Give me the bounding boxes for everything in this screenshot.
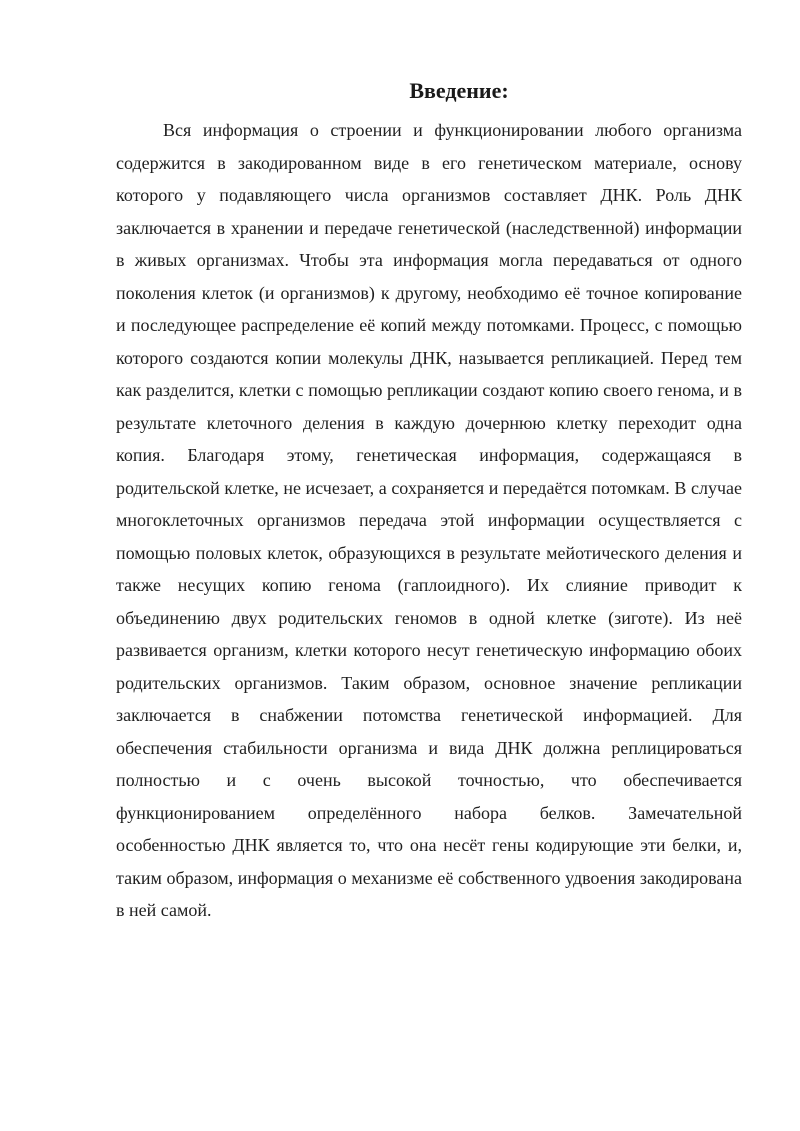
intro-paragraph: Вся информация о строении и функционировании любого организма содержится в закодированном виде в его генетическом материале, основу которого у подавляющего числа организмов составляет ДНК. Роль ДНК заключается в хранении и передаче генетической (наследственной) информации в живых организмах. Чтобы эта информация могла передаваться от одного поколения клеток (и организмов) к другому, необходимо её точное копирование и последующее распределение её копий между потомками. Процесс, с помощью которого создаются копии молекулы ДНК, называется репликацией. Перед тем как разделится, клетки с помощью репликации создают копию своего генома, и в результате клеточного деления в каждую дочернюю клетку переходит одна копия. Благодаря этому, генетическая информация, содержащаяся в родительской клетке, не исчезает, а сохраняется и передаётся потомкам. В случае многоклеточных организмов передача этой информации осуществляется с помощью половых клеток, образующихся в результате мейотического деления и также несущих копию генома (гаплоидного). Их слияние приводит к объединению двух родительских геномов в одной клетке (зиготе). Из неё развивается организм, клетки которого несут генетическую информацию обоих родительских организмов. Таким образом, основное значение репликации заключается в снабжении потомства генетической информацией. Для обеспечения стабильности организма и вида ДНК должна реплицироваться полностью и с очень высокой точностью, что обеспечивается функционированием определённого набора белков. Замечательной особенностью ДНК является то, что она несёт гены кодирующие эти белки, и, таким образом, информация о механизме её собственного удвоения закодирована в ней самой. (116, 120, 742, 920)
page-title: Введение: (409, 78, 509, 103)
